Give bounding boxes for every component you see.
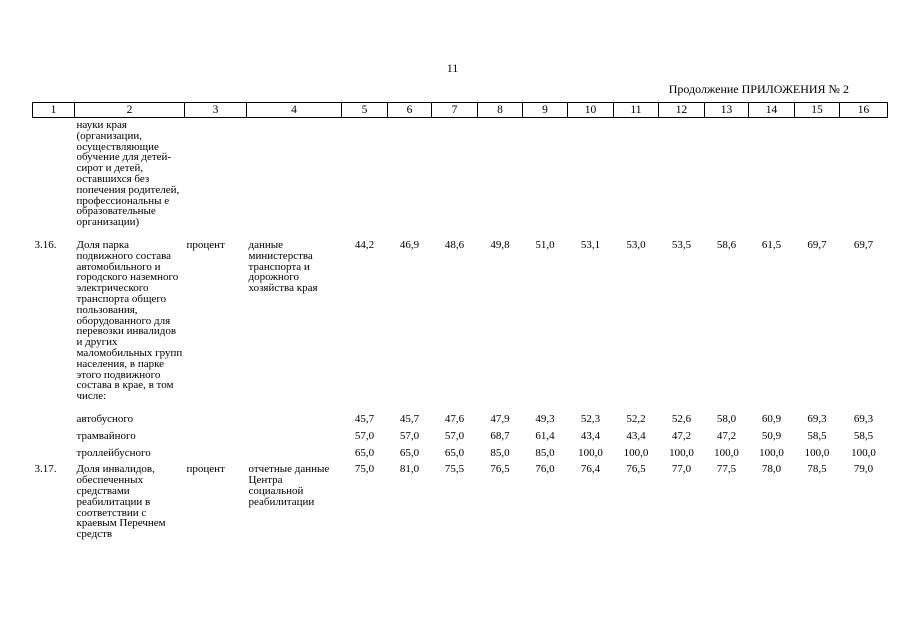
data-source: [247, 402, 342, 425]
value-cell: 53,0: [626, 238, 646, 251]
value-cell: 58,5: [853, 429, 874, 442]
value-cell: 76,5: [490, 463, 510, 476]
column-header: 14: [749, 103, 795, 118]
value-cell: 49,8: [490, 238, 510, 251]
value-cell: 81,0: [399, 463, 420, 476]
header-row: [33, 103, 888, 118]
value-cell: 58,6: [716, 238, 737, 251]
table-row: [33, 402, 888, 425]
value-cell: 65,0: [444, 446, 465, 459]
table-row: [33, 228, 888, 402]
column-header: 5: [342, 103, 388, 118]
row-number: [33, 118, 75, 228]
column-header: 4: [247, 103, 342, 118]
column-header: 3: [185, 103, 247, 118]
indicators-table: [32, 102, 888, 540]
column-header: 7: [432, 103, 478, 118]
value-cell: 43,4: [626, 429, 646, 442]
unit: [185, 402, 247, 425]
indicator-name: Доля инвалидов, обеспеченных средствами реабилитации в соответствии с краевым Перечнем средств: [76, 463, 166, 541]
column-header: 8: [478, 103, 523, 118]
value-cell: 58,5: [807, 429, 827, 442]
column-header: 10: [568, 103, 614, 118]
unit: [185, 442, 247, 459]
value-cell: 48,6: [444, 238, 465, 251]
value-cell: 69,3: [853, 412, 874, 425]
value-cell: [614, 118, 659, 228]
data-source: [247, 425, 342, 442]
column-header: 9: [523, 103, 568, 118]
value-cell: 68,7: [490, 429, 510, 442]
value-cell: 53,1: [580, 238, 601, 251]
value-cell: 52,2: [626, 412, 646, 425]
value-cell: 75,0: [354, 463, 375, 476]
value-cell: 47,2: [671, 429, 692, 442]
unit: [185, 118, 247, 228]
column-header: 1: [33, 103, 75, 118]
column-header: 2: [75, 103, 185, 118]
value-cell: [478, 118, 523, 228]
value-cell: [568, 118, 614, 228]
value-cell: 47,6: [444, 412, 465, 425]
value-cell: 57,0: [399, 429, 420, 442]
appendix-title: Продолжение ПРИЛОЖЕНИЯ № 2: [668, 82, 849, 96]
data-source: отчетные данные Центра социальной реабилитации: [248, 463, 330, 508]
row-number: 3.16.: [34, 238, 57, 251]
unit: процент: [186, 238, 225, 251]
unit: процент: [186, 463, 225, 476]
value-cell: 76,4: [580, 463, 601, 476]
value-cell: 45,7: [354, 412, 375, 425]
value-cell: [342, 118, 388, 228]
value-cell: 79,0: [853, 463, 874, 476]
value-cell: 69,7: [807, 238, 827, 251]
value-cell: 65,0: [399, 446, 420, 459]
indicator-name: трамвайного: [76, 429, 136, 442]
value-cell: 76,5: [626, 463, 646, 476]
value-cell: 100,0: [669, 446, 694, 459]
value-cell: [523, 118, 568, 228]
value-cell: 52,6: [671, 412, 692, 425]
table-row: [33, 118, 888, 228]
value-cell: 58,0: [716, 412, 737, 425]
row-number: 3.17.: [34, 463, 57, 476]
column-header: 16: [840, 103, 888, 118]
data-source: данные министерства транспорта и дорожного хозяйства края: [248, 238, 318, 295]
value-cell: 43,4: [580, 429, 601, 442]
indicator-name: троллейбусного: [76, 446, 151, 459]
value-cell: 76,0: [535, 463, 555, 476]
unit: [185, 425, 247, 442]
indicator-name: Доля парка подвижного состава автомобильного и городского наземного электрического транспорта общего пользования, оборудованного для перевозки инвалидов и других маломобильных групп населения, в парке этого подвижного состава в крае, в том числе:: [76, 238, 183, 403]
value-cell: 77,0: [671, 463, 692, 476]
value-cell: [659, 118, 705, 228]
table-row: [33, 425, 888, 442]
value-cell: 78,5: [807, 463, 827, 476]
value-cell: 100,0: [714, 446, 739, 459]
value-cell: 69,7: [853, 238, 874, 251]
column-header: 12: [659, 103, 705, 118]
value-cell: 85,0: [535, 446, 555, 459]
data-source: [247, 118, 342, 228]
value-cell: [840, 118, 888, 228]
indicator-name: автобусного: [76, 412, 134, 425]
value-cell: 100,0: [578, 446, 603, 459]
indicator-name: науки края (организации, осуществляющие обучение для детей-сирот и детей, оставшихся без попечения родителей, профессиональны е образовательные организации): [76, 119, 180, 229]
column-header: 13: [705, 103, 749, 118]
value-cell: 61,4: [535, 429, 555, 442]
row-number: [33, 402, 75, 425]
value-cell: 85,0: [490, 446, 510, 459]
value-cell: 51,0: [535, 238, 555, 251]
value-cell: 60,9: [761, 412, 782, 425]
value-cell: [749, 118, 795, 228]
value-cell: 53,5: [671, 238, 692, 251]
column-header: 6: [388, 103, 432, 118]
value-cell: 47,9: [490, 412, 510, 425]
value-cell: 57,0: [354, 429, 375, 442]
value-cell: 65,0: [354, 446, 375, 459]
value-cell: 75,5: [444, 463, 465, 476]
value-cell: 100,0: [804, 446, 830, 459]
value-cell: 49,3: [535, 412, 555, 425]
value-cell: 50,9: [761, 429, 782, 442]
value-cell: 44,2: [354, 238, 375, 251]
value-cell: 52,3: [580, 412, 601, 425]
value-cell: 45,7: [399, 412, 420, 425]
value-cell: 46,9: [399, 238, 420, 251]
value-cell: 100,0: [851, 446, 876, 459]
column-header: 11: [614, 103, 659, 118]
value-cell: [705, 118, 749, 228]
row-number: [33, 425, 75, 442]
value-cell: 78,0: [761, 463, 782, 476]
value-cell: 69,3: [807, 412, 827, 425]
value-cell: [432, 118, 478, 228]
value-cell: 100,0: [623, 446, 649, 459]
value-cell: [795, 118, 840, 228]
column-header: 15: [795, 103, 840, 118]
value-cell: [388, 118, 432, 228]
data-source: [247, 442, 342, 459]
row-number: [33, 442, 75, 459]
table-row: [33, 442, 888, 459]
value-cell: 57,0: [444, 429, 465, 442]
table-row: [33, 458, 888, 540]
value-cell: 47,2: [716, 429, 737, 442]
value-cell: 61,5: [761, 238, 782, 251]
page-number: 11: [446, 61, 459, 75]
value-cell: 77,5: [716, 463, 737, 476]
value-cell: 100,0: [759, 446, 784, 459]
